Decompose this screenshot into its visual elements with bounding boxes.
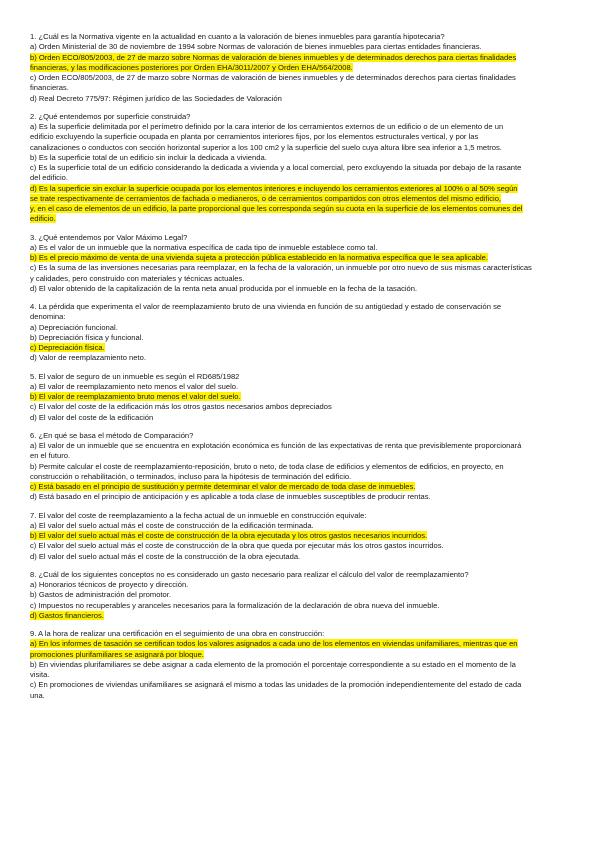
answer-line <box>30 611 570 621</box>
question-block-3 <box>30 233 570 295</box>
answer-line <box>30 153 570 163</box>
answer-line <box>30 552 570 562</box>
answer-line <box>30 413 570 423</box>
answer-line <box>30 392 570 402</box>
line-text: a) El valor de un inmueble que se encuentra en explotación económica es función de las expectativas de renta que previsiblemente proporcionará <box>30 441 522 450</box>
answer-line <box>30 243 570 253</box>
highlighted-answer-text: a) En los informes de tasación se certifican todos los valores asignados a cada uno de los elementos en viviendas unifamiliares, mientras que en <box>30 639 518 649</box>
line-text: a) El valor del suelo actual más el coste de construcción de la edificación terminada. <box>30 520 314 530</box>
highlighted-answer-text: b) El valor de reemplazamiento bruto menos el valor del suelo. <box>30 392 241 401</box>
line-text: edificio excluyendo la superficie ocupada en planta por cerramientos interiores fijos, por los elementos estructurales vertical, y por las <box>30 132 479 142</box>
line-text: 9. A la hora de realizar una certificación en el seguimiento de una obra en construcción: <box>30 629 325 638</box>
line-text: b) Gastos de administración del promotor. <box>30 590 171 600</box>
question-text <box>30 32 570 42</box>
answer-line <box>30 163 570 173</box>
line-text: visita. <box>30 670 50 679</box>
line-text: a) Es la superficie delimitada por el perímetro definido por la cara interior de los cerramientos externos de un edificio o de un elemento de un <box>30 122 504 131</box>
answer-line <box>30 173 570 183</box>
line-text: d) El valor del coste de la edificación <box>30 412 154 422</box>
line-text: 5. El valor de seguro de un inmueble es según el RD685/1982 <box>30 371 240 381</box>
answer-line <box>30 263 570 273</box>
answer-line <box>30 472 570 482</box>
answer-line <box>30 73 570 83</box>
line-text: a) Honorarios técnicos de proyecto y dirección. <box>30 580 189 589</box>
answer-line <box>30 650 570 660</box>
answer-line <box>30 441 570 451</box>
highlighted-answer-text: d) Gastos financieros. <box>30 610 104 620</box>
question-block-1 <box>30 32 570 104</box>
line-text: b) Depreciación física y funcional. <box>30 332 144 342</box>
line-text: b) Permite calcular el coste de reemplazamiento-reposición, bruto o neto, de toda clase de edificios y elementos de edificios, en proyecto, en <box>30 461 504 471</box>
question-text <box>30 629 570 639</box>
answer-line <box>30 580 570 590</box>
question-block-5 <box>30 372 570 423</box>
question-text <box>30 570 570 580</box>
line-text: d) Está basado en el principio de anticipación y es aplicable a toda clase de inmuebles susceptibles de producir rentas. <box>30 492 431 502</box>
answer-line <box>30 323 570 333</box>
line-text: a) El valor de reemplazamiento neto menos el valor del suelo. <box>30 381 239 391</box>
answer-line <box>30 660 570 670</box>
highlighted-answer-text: b) El valor del suelo actual más el coste de construcción de la obra ejecutada y los otros gastos necesarios incurridos. <box>30 531 428 540</box>
line-text: 7. El valor del coste de reemplazamiento a la fecha actual de un inmueble en construcción equivale: <box>30 510 367 520</box>
answer-line <box>30 353 570 363</box>
line-text: 1. ¿Cuál es la Normativa vigente en la actualidad en cuanto a la valoración de bienes inmuebles para garantía hipotecaria? <box>30 32 445 41</box>
question-text <box>30 431 570 441</box>
line-text: c) Orden ECO/805/2003, de 27 de marzo sobre Normas de valoración de bienes inmuebles y de determinados derechos para ciertas finalidades <box>30 73 516 82</box>
line-text: construcción o rehabilitación, o terminados, incluso para la hipótesis de terminación del edificio. <box>30 471 352 481</box>
line-text: d) El valor del suelo actual más el coste de la construcción de la obra ejecutada. <box>30 551 301 561</box>
answer-line <box>30 402 570 412</box>
line-text: c) El valor del coste de la edificación más los otros gastos necesarios ambos depreciados <box>30 402 332 412</box>
question-block-2 <box>30 112 570 225</box>
line-text: 4. La pérdida que experimenta el valor de reemplazamiento bruto de una vivienda en función de su antigüedad y estado de conservación se <box>30 302 502 311</box>
answer-line <box>30 382 570 392</box>
highlighted-answer-text: b) Es el precio máximo de venta de una vivienda sujeta a protección pública establecido en la normativa específica que le sea aplicable. <box>30 253 489 262</box>
answer-line <box>30 132 570 142</box>
answer-line <box>30 601 570 611</box>
line-text: financieras. <box>30 83 69 93</box>
answer-line <box>30 274 570 284</box>
line-text: c) Es la suma de las inversiones necesarias para reemplazar, en la fecha de la valoración, un inmueble por otro nuevo de sus mismas características <box>30 263 532 273</box>
highlighted-answer-text: d) Es la superficie sin excluir la superficie ocupada por los elementos interiores e incluyendo los cerramientos exteriores al 100% o al 50% según <box>30 183 518 193</box>
line-text: c) En promociones de viviendas unifamiliares se asignará el mismo a todas las unidades de la promoción independientemente del estado de cada <box>30 680 522 690</box>
line-text: 3. ¿Qué entendemos por Valor Máximo Legal? <box>30 232 188 242</box>
answer-line <box>30 83 570 93</box>
line-text: denomina: <box>30 312 66 322</box>
line-text: y calidades, pero construido con materiales y técnicas actuales. <box>30 273 245 283</box>
answer-line <box>30 482 570 492</box>
line-text: c) Impuestos no recuperables y aranceles necesarios para la formalización de la declaración de obra nueva del inmueble. <box>30 600 440 610</box>
answer-line <box>30 253 570 263</box>
highlighted-answer-text: edificio. <box>30 214 56 224</box>
question-block-4 <box>30 302 570 364</box>
answer-line <box>30 184 570 194</box>
question-text <box>30 372 570 382</box>
line-text: del edificio. <box>30 173 68 183</box>
line-text: canalizaciones o conductos con sección horizontal superior a los 100 cm2 y la superficie del suelo cuya altura libre sea inferior a 1,5 metros. <box>30 142 502 152</box>
answer-line <box>30 204 570 214</box>
answer-line <box>30 531 570 541</box>
line-text: 6. ¿En qué se basa el método de Comparación? <box>30 430 194 440</box>
line-text: d) El valor obtenido de la capitalización de la renta neta anual producida por el inmueble en la fecha de la tasación. <box>30 283 418 293</box>
question-block-9 <box>30 629 570 701</box>
answer-line <box>30 680 570 690</box>
line-text: una. <box>30 690 45 700</box>
answer-line <box>30 214 570 224</box>
highlighted-answer-text: financieras, y las modificaciones posteriores por Orden EHA/3011/2007 y Orden EHA/564/2008. <box>30 62 353 72</box>
highlighted-answer-text: c) Está basado en el principio de sustitución y permite determinar el valor de mercado de toda clase de inmuebles. <box>30 482 416 491</box>
line-text: d) Real Decreto 775/97: Régimen jurídico de las Sociedades de Valoración <box>30 93 282 103</box>
answer-line <box>30 333 570 343</box>
highlighted-answer-text: y, en el caso de elementos de un edificio, la parte proporcional que les corresponda según su cuota en la superficie de los elementos comunes del <box>30 204 523 213</box>
line-text: b) En viviendas plurifamiliares se debe asignar a cada elemento de la promoción el porcentaje correspondiente a su estado en el momento de la <box>30 659 516 669</box>
answer-line <box>30 194 570 204</box>
answer-line <box>30 451 570 461</box>
answer-line <box>30 42 570 52</box>
question-text <box>30 112 570 122</box>
highlighted-answer-text: se trate respectivamente de cerramientos de fachada o medianeros, o de cerramientos compartidos con otros elementos del mismo edificio, <box>30 193 502 203</box>
line-text: a) Orden Ministerial de 30 de noviembre de 1994 sobre Normas de valoración de bienes inmuebles para ciertas entidades financieras. <box>30 42 482 52</box>
answer-line <box>30 143 570 153</box>
question-text <box>30 302 570 312</box>
highlighted-answer-text: promociones plurifamiliares se asignará por bloque. <box>30 649 204 659</box>
answer-line <box>30 94 570 104</box>
answer-line <box>30 541 570 551</box>
answer-line <box>30 521 570 531</box>
answer-line <box>30 343 570 353</box>
line-text: 2. ¿Qué entendemos por superficie construida? <box>30 111 191 121</box>
answer-line <box>30 63 570 73</box>
answer-line <box>30 590 570 600</box>
line-text: a) Depreciación funcional. <box>30 322 118 332</box>
question-block-8 <box>30 570 570 621</box>
answer-line <box>30 462 570 472</box>
answer-line <box>30 284 570 294</box>
line-text: 8. ¿Cuál de los siguientes conceptos no es considerado un gasto necesario para realizar el cálculo del valor de reemplazamiento? <box>30 569 469 579</box>
answer-line <box>30 492 570 502</box>
answer-line <box>30 122 570 132</box>
line-text: c) Es la superficie total de un edificio considerando la dedicada a vivienda y a local comercial, pero excluyendo la situada por debajo de la rasante <box>30 163 522 172</box>
answer-line <box>30 639 570 649</box>
line-text: en el futuro. <box>30 451 71 461</box>
highlighted-answer-text: c) Depreciación física. <box>30 343 105 352</box>
answer-line <box>30 691 570 701</box>
quiz-document <box>30 32 570 709</box>
highlighted-answer-text: b) Orden ECO/805/2003, de 27 de marzo sobre Normas de valoración de bienes inmuebles y de determinados derechos para ciertas finalidades <box>30 52 517 62</box>
answer-line <box>30 312 570 322</box>
question-text <box>30 511 570 521</box>
answer-line <box>30 53 570 63</box>
question-block-7 <box>30 511 570 562</box>
line-text: b) Es la superficie total de un edificio sin incluir la dedicada a vivienda. <box>30 152 267 162</box>
line-text: d) Valor de reemplazamiento neto. <box>30 353 146 363</box>
answer-line <box>30 670 570 680</box>
line-text: a) Es el valor de un inmueble que la normativa específica de cada tipo de inmueble establece como tal. <box>30 242 378 252</box>
question-block-6 <box>30 431 570 503</box>
question-text <box>30 233 570 243</box>
line-text: c) El valor del suelo actual más el coste de construcción de la obra que queda por ejecutar más los otros gastos incurridos. <box>30 541 444 551</box>
